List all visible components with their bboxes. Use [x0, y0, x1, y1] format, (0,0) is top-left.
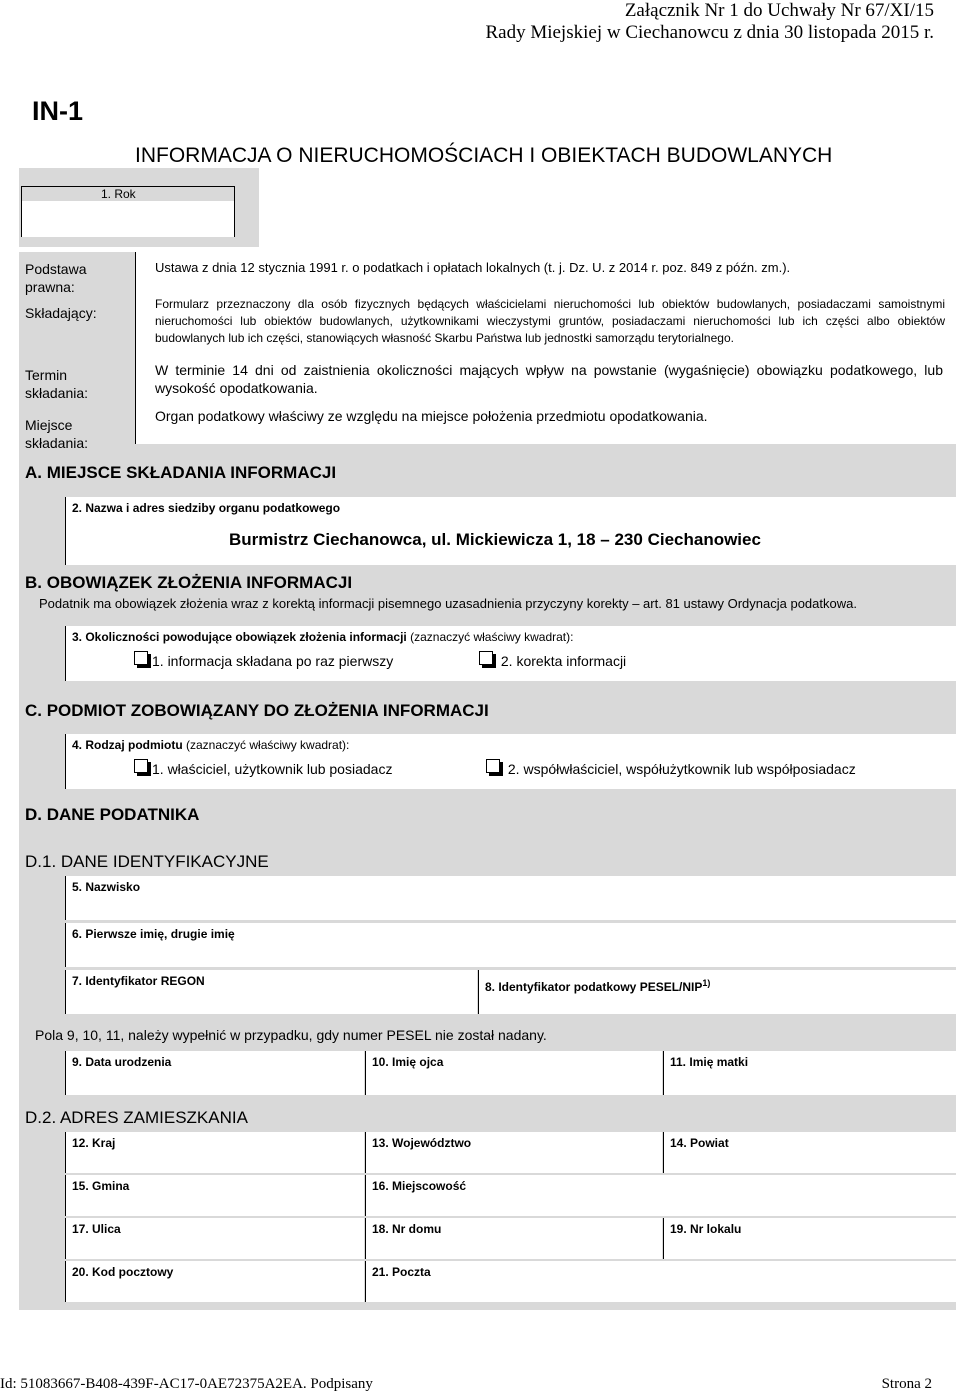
page-number: Strona 2 — [881, 1376, 932, 1392]
field-19-label: 19. Nr lokalu — [670, 1222, 742, 1236]
field-21-label: 21. Poczta — [372, 1265, 431, 1279]
country-field[interactable] — [65, 1132, 364, 1173]
checkbox-icon[interactable] — [134, 759, 151, 776]
footnote-marker: 1) — [702, 978, 711, 988]
field-8-label — [479, 970, 957, 994]
field-18-label: 18. Nr domu — [372, 1222, 442, 1236]
field-14-label: 14. Powiat — [670, 1136, 729, 1150]
document-id: Id: 51083667-B408-439F-AC17-0AE72375A2EA. Podpisany — [0, 1376, 373, 1392]
house-number-field[interactable] — [365, 1218, 662, 1259]
info-text-area — [135, 252, 957, 444]
field-8-title: 8. Identyfikator podatkowy PESEL/NIP — [485, 980, 703, 994]
field-11-label: 11. Imię matki — [670, 1055, 749, 1069]
field-17-label: 17. Ulica — [72, 1222, 121, 1236]
year-label: 1. Rok — [101, 187, 136, 201]
field-3-hint: (zaznaczyć właściwy kwadrat): — [410, 630, 574, 644]
attachment-line-1: Załącznik Nr 1 do Uchwały Nr 67/XI/15 — [624, 0, 934, 21]
first-names-field[interactable] — [65, 923, 957, 967]
option-owner-label: 1. właściciel, użytkownik lub posiadacz — [152, 761, 393, 777]
field-15-label: 15. Gmina — [72, 1179, 130, 1193]
termin-label: Termin składania: — [25, 367, 89, 401]
section-a-title: A. MIEJSCE SKŁADANIA INFORMACJI — [25, 463, 337, 482]
correction-note: Podatnik ma obowiązek złożenia wraz z korektą informacji pisemnego uzasadnienia przyczyny korekty – art. 81 ustawy Ordynacja podatkowa. — [39, 596, 857, 611]
form-code: IN-1 — [32, 96, 84, 126]
street-field[interactable] — [65, 1218, 364, 1259]
regon-field[interactable] — [65, 970, 477, 1014]
checkbox-icon[interactable] — [486, 759, 503, 776]
section-d2-title: D.2. ADRES ZAMIESZKANIA — [25, 1108, 248, 1127]
attachment-line-2: Rady Miejskiej w Ciechanowcu z dnia 30 listopada 2015 r. — [485, 22, 934, 43]
section-c-title: C. PODMIOT ZOBOWIĄZANY DO ZŁOŻENIA INFORMACJI — [25, 701, 489, 720]
pesel-nip-field[interactable] — [478, 970, 957, 1014]
miejsce-text: Organ podatkowy właściwy ze względu na miejsce położenia przedmiotu opodatkowania. — [155, 408, 708, 424]
field-3-label — [66, 626, 957, 644]
field-13-label: 13. Województwo — [372, 1136, 472, 1150]
organ-address: Burmistrz Ciechanowca, ul. Mickiewicza 1, 18 – 230 Ciechanowiec — [229, 530, 761, 549]
option-correction[interactable] — [479, 651, 626, 669]
father-name-field[interactable] — [365, 1051, 662, 1095]
option-co-owner-label: 2. współwłaściciel, współużytkownik lub współposiadacz — [507, 761, 856, 777]
apartment-number-field[interactable] — [663, 1218, 957, 1259]
year-input[interactable] — [22, 201, 234, 237]
option-correction-label: 2. korekta informacji — [500, 653, 627, 669]
termin-text: W terminie 14 dni od zaistnienia okoliczności mających wpływ na powstanie (wygaśnięcie) obowiązku podatkowego, lub wysokość opodatkowania. — [155, 362, 943, 396]
postal-code-field[interactable] — [65, 1261, 364, 1302]
pesel-note: Pola 9, 10, 11, należy wypełnić w przypadku, gdy numer PESEL nie został nadany. — [35, 1027, 547, 1043]
field-6-label: 6. Pierwsze imię, drugie imię — [72, 927, 235, 941]
field-4-title: 4. Rodzaj podmiotu — [72, 738, 183, 752]
form-title: INFORMACJA O NIERUCHOMOŚCIACH I OBIEKTACH BUDOWLANYCH — [135, 144, 833, 167]
attachment-header — [485, 0, 934, 44]
field-10-label: 10. Imię ojca — [372, 1055, 444, 1069]
field-5-label: 5. Nazwisko — [72, 880, 141, 894]
miejsce-label: Miejsce składania: — [25, 417, 89, 451]
option-owner[interactable] — [134, 759, 392, 777]
field-4-box — [65, 734, 957, 789]
skladajacy-label: Składający: — [25, 305, 97, 321]
voivodeship-field[interactable] — [365, 1132, 662, 1173]
field-9-label: 9. Data urodzenia — [72, 1055, 172, 1069]
surname-field[interactable] — [65, 876, 957, 920]
form-body — [19, 252, 956, 1310]
locality-field[interactable] — [365, 1175, 957, 1216]
section-d-title: D. DANE PODATNIKA — [25, 805, 200, 824]
podstawa-text: Ustawa z dnia 12 stycznia 1991 r. o podatkach i opłatach lokalnych (t. j. Dz. U. z 2014 r. poz. 849 z późn. zm.). — [155, 260, 791, 275]
section-b-title: B. OBOWIĄZEK ZŁOŻENIA INFORMACJI — [25, 573, 353, 592]
field-4-label — [66, 734, 957, 752]
field-4-hint: (zaznaczyć właściwy kwadrat): — [186, 738, 350, 752]
year-panel — [19, 168, 259, 247]
organ-field[interactable] — [65, 497, 957, 565]
birth-date-field[interactable] — [65, 1051, 364, 1095]
district-field[interactable] — [663, 1132, 957, 1173]
mother-name-field[interactable] — [663, 1051, 957, 1095]
field-12-label: 12. Kraj — [72, 1136, 116, 1150]
checkbox-icon[interactable] — [479, 651, 496, 668]
option-first-time-label: 1. informacja składana po raz pierwszy — [152, 653, 394, 669]
field-16-label: 16. Miejscowość — [372, 1179, 467, 1193]
option-first-time[interactable] — [134, 651, 393, 669]
commune-field[interactable] — [65, 1175, 364, 1216]
field-7-label: 7. Identyfikator REGON — [72, 974, 205, 988]
section-d1-title: D.1. DANE IDENTYFIKACYJNE — [25, 852, 269, 871]
field-2-label: 2. Nazwa i adres siedziby organu podatkowego — [72, 501, 341, 515]
field-20-label: 20. Kod pocztowy — [72, 1265, 174, 1279]
checkbox-icon[interactable] — [134, 651, 151, 668]
option-co-owner[interactable] — [486, 759, 856, 777]
post-office-field[interactable] — [365, 1261, 957, 1302]
field-3-title: 3. Okoliczności powodujące obowiązek złożenia informacji — [72, 630, 407, 644]
podstawa-label: Podstawa prawna: — [25, 261, 87, 295]
field-3-box — [65, 626, 957, 681]
skladajacy-text: Formularz przeznaczony dla osób fizycznych będących właścicielami nieruchomości lub obiektów budowlanych, posiadaczami samoistnymi nieruchomości lub obiektów budowlanych, użytkownikami wieczystymi gruntów, posiadaczami nieruchomości lub ich części albo obiektów budowlanych lub ich części, stanowiących własność Skarbu Państwa lub jednostki samorządu terytorialnego. — [155, 297, 945, 345]
